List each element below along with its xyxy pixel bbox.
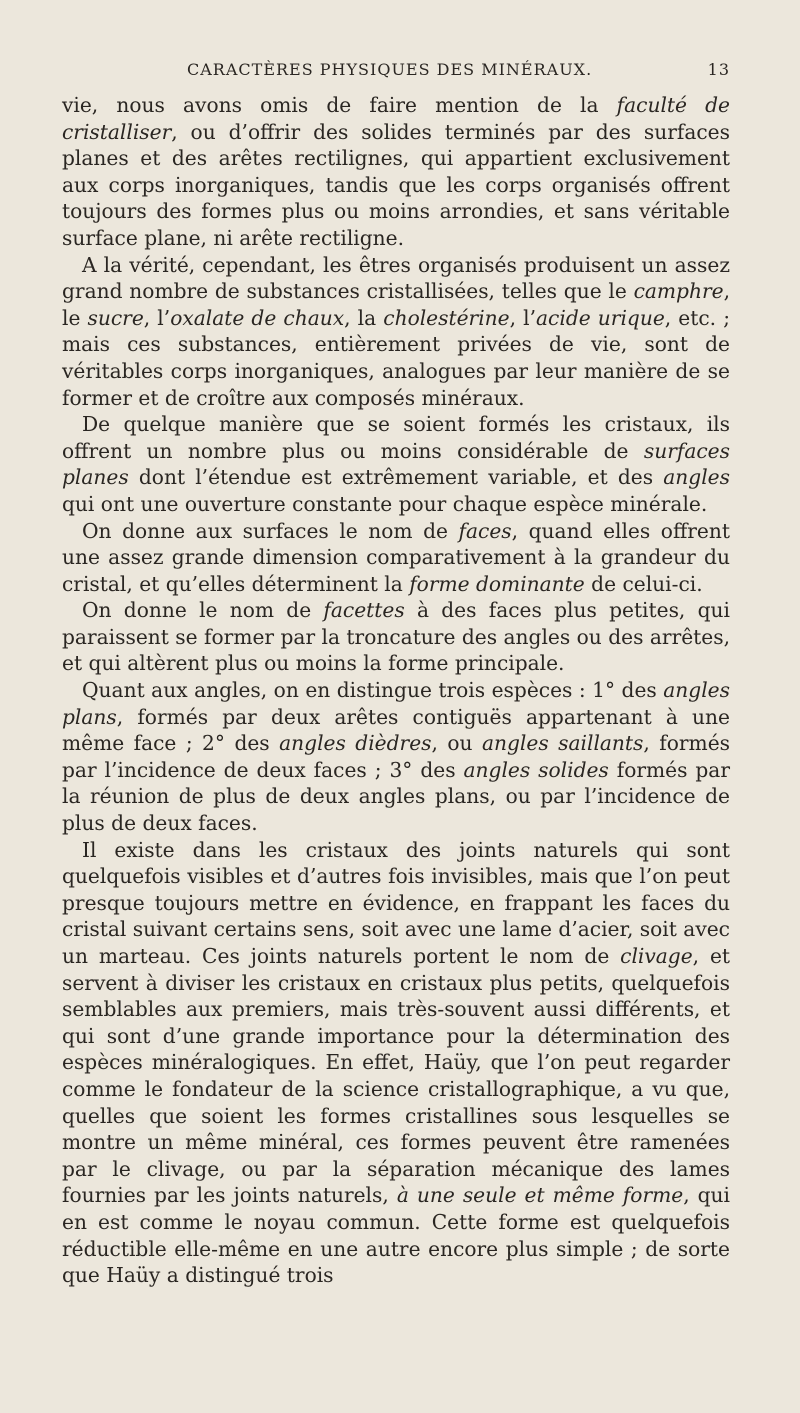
text-run: , formés par deux arêtes contiguës appartenant à une même face ; 2° des bbox=[62, 704, 730, 756]
text-run: A la vérité, cependant, les êtres organisés produisent un assez grand nombre de substances cristallisées, telles que le bbox=[62, 252, 730, 304]
italic-term: angles saillants bbox=[481, 731, 644, 756]
italic-term: angles bbox=[663, 465, 730, 490]
italic-term: angles solides bbox=[463, 757, 609, 782]
page-number: 13 bbox=[707, 60, 730, 79]
italic-term: clivage bbox=[620, 944, 693, 968]
text-run: De quelque manière que se soient formés les cristaux, ils offrent un nombre plus ou moins considérable de bbox=[62, 412, 730, 463]
italic-term: oxalate de chaux bbox=[170, 305, 345, 330]
text-run: On donne le nom de bbox=[82, 598, 324, 623]
text-run: , formés par l’incidence de deux faces ; 3° des bbox=[62, 731, 731, 782]
text-run: à des faces plus petites, qui paraissent se former par la troncature des angles ou des arrêtes, et qui altèrent plus ou moins la forme principale. bbox=[62, 598, 730, 676]
paragraph bbox=[62, 597, 730, 677]
italic-term: forme dominante bbox=[409, 571, 585, 596]
paragraph bbox=[62, 518, 730, 598]
text-run: , qui en est comme le noyau commun. Cette forme est quelquefois réductible elle-même en une autre encore plus simple ; de sorte que Haüy a distingué trois bbox=[62, 1183, 730, 1288]
text-run: de celui-ci. bbox=[584, 571, 703, 596]
italic-term: angles plans bbox=[62, 678, 730, 729]
italic-term: acide urique bbox=[536, 305, 665, 330]
italic-term: surfaces planes bbox=[62, 438, 730, 490]
text-run: Il existe dans les cristaux des joints naturels qui sont quelquefois visibles et d’autres fois invisibles, mais que l’on peut presque toujours mettre en évidence, en frappant les faces du cristal suivant certains sens, soit avec une lame d’acier, soit avec un marteau. Ces joints naturels portent le nom de bbox=[62, 837, 730, 968]
text-run: , et servent à diviser les cristaux en cristaux plus petits, quelquefois semblables aux premiers, mais très-souvent aussi différents, et qui sont d’une grande importance pour la détermination des espèces minéralogiques. En effet, Haüy, que l’on peut regarder comme le fondateur de la science cristallographique, a vu que, quelles que soient les formes cristallines sous lesquelles se montre un même minéral, ces formes peuvent être ramenées par le clivage, ou par la séparation mécanique des lames fournies par les joints naturels, bbox=[62, 944, 730, 1208]
italic-term: à une seule et même forme bbox=[396, 1183, 684, 1208]
text-run: qui ont une ouverture constante pour chaque espèce minérale. bbox=[62, 491, 708, 516]
italic-term: sucre bbox=[87, 305, 144, 330]
paragraph bbox=[62, 92, 730, 252]
text-run: , ou d’offrir des solides terminés par des surfaces planes et des arêtes rectilignes, qui appartient exclusivement aux corps inorganiques, tandis que les corps organisés offrent toujours des formes plus ou moins arrondies, et sans véritable surface plane, ni arête rectiligne. bbox=[62, 119, 730, 250]
italic-term: faculté de cristalliser bbox=[62, 93, 730, 144]
italic-term: facettes bbox=[323, 598, 405, 623]
text-run: On donne aux surfaces le nom de bbox=[82, 518, 459, 543]
text-run: , ou bbox=[431, 731, 482, 756]
italic-term: angles dièdres bbox=[279, 731, 432, 756]
text-run: , la bbox=[344, 305, 384, 330]
text-run: dont l’étendue est extrêmement variable, et des bbox=[128, 465, 664, 490]
italic-term: camphre bbox=[633, 279, 724, 304]
text-run: formés par la réunion de plus de deux angles plans, ou par l’incidence de plus de deux faces. bbox=[62, 757, 730, 836]
italic-term: cholestérine bbox=[383, 305, 510, 330]
paragraph bbox=[62, 411, 730, 517]
text-run: , le bbox=[62, 279, 730, 330]
running-title: CARACTÈRES PHYSIQUES DES MINÉRAUX. bbox=[187, 60, 593, 79]
paragraph bbox=[62, 677, 730, 837]
body-text bbox=[62, 92, 730, 1289]
text-run: , quand elles offrent une assez grande dimension comparativement à la grandeur du cristal, et qu’elles déterminent la bbox=[62, 518, 730, 596]
text-run: , l’ bbox=[509, 305, 537, 330]
text-run: vie, nous avons omis de faire mention de la bbox=[62, 93, 617, 117]
text-run: , l’ bbox=[143, 305, 171, 330]
paragraph bbox=[62, 837, 730, 1289]
italic-term: faces bbox=[458, 518, 512, 543]
paragraph bbox=[62, 252, 730, 412]
text-run: , etc. ; mais ces substances, entièrement privées de vie, sont de véritables corps inorganiques, analogues par leur manière de se former et de croître aux composés minéraux. bbox=[62, 305, 730, 410]
running-header bbox=[62, 58, 730, 92]
text-run: Quant aux angles, on en distingue trois espèces : 1° des bbox=[82, 678, 664, 703]
